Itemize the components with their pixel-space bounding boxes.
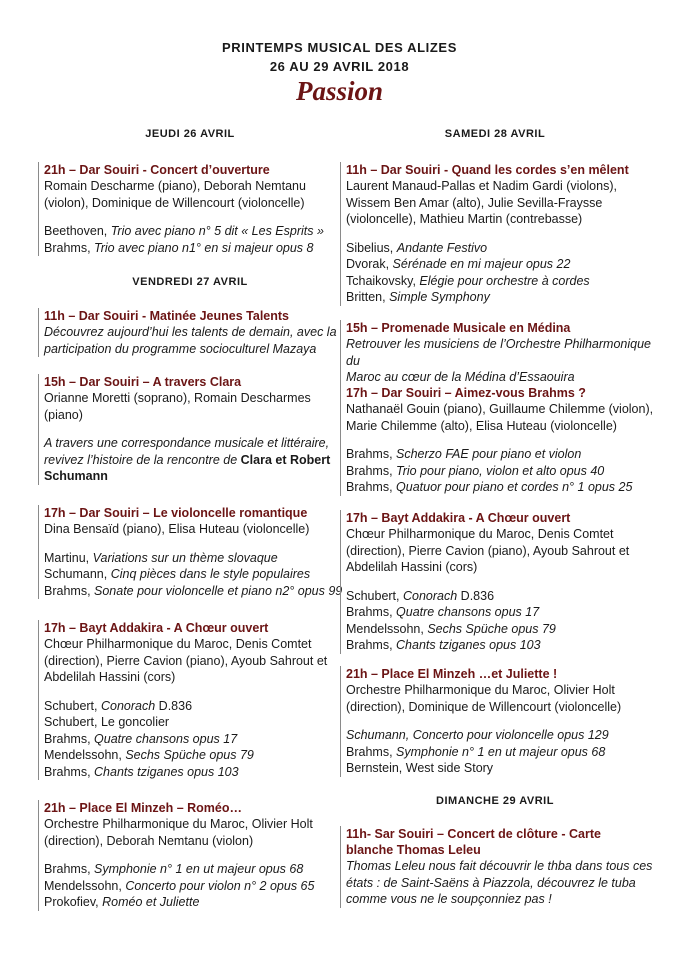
festival-theme: Passion xyxy=(295,76,384,106)
event-block xyxy=(38,800,344,911)
event-description: comme vous ne le soupçonniez pas ! xyxy=(346,892,552,906)
event-block xyxy=(38,505,344,599)
program-item: Schumann, Concerto pour violoncelle opus 129 xyxy=(346,728,609,742)
program-item: Mendelssohn, Sechs Spüche opus 79 xyxy=(346,621,556,636)
event-performers: Nathanaël Gouin (piano), Guillaume Chilemme (violon), xyxy=(346,402,654,416)
event-title: 21h – Dar Souiri - Concert d’ouverture xyxy=(44,163,270,177)
day-heading: JEUDI 26 AVRIL xyxy=(145,128,235,140)
event-performers: (violoncelle), Mathieu Martin (contrebasse) xyxy=(346,212,583,226)
event-block xyxy=(38,162,344,256)
event-title: 17h – Bayt Addakira - A Chœur ouvert xyxy=(44,621,269,635)
festival-dates: 26 AU 29 AVRIL 2018 xyxy=(269,59,410,74)
program-item: Dvorak, Sérénade en mi majeur opus 22 xyxy=(346,257,571,271)
program-item: Brahms, Trio pour piano, violon et alto opus 40 xyxy=(346,463,605,478)
event-performers: (piano) xyxy=(44,407,83,422)
event-performers: Laurent Manaud-Pallas et Nadim Gardi (violons), xyxy=(346,179,617,193)
day-heading: SAMEDI 28 AVRIL xyxy=(444,128,546,140)
event-block xyxy=(38,620,344,780)
event-title: 21h – Place El Minzeh – Roméo… xyxy=(44,801,242,815)
festival-title: PRINTEMPS MUSICAL DES ALIZES xyxy=(222,40,457,55)
event-description: Schumann xyxy=(44,469,108,483)
program-item: Brahms, Chants tziganes opus 103 xyxy=(346,638,541,652)
event-title: 15h – Dar Souiri – A travers Clara xyxy=(44,375,242,389)
event-description: revivez l’histoire de la rencontre de Clara et Robert xyxy=(44,452,331,467)
event-performers: (violon), Dominique de Willencourt (violoncelle) xyxy=(44,195,305,210)
event-performers: (direction), Pierre Cavion (piano), Ayoub Sahrout et xyxy=(44,653,328,668)
event-performers: Abdelilah Hassini (cors) xyxy=(346,560,478,574)
program-item: Brahms, Sonate pour violoncelle et piano n2° opus 99 xyxy=(44,583,343,598)
program-item: Schubert, Le goncolier xyxy=(44,715,170,729)
program-item: Brahms, Symphonie n° 1 en ut majeur opus 68 xyxy=(346,744,606,759)
program-item: Martinu, Variations sur un thème slovaque xyxy=(44,550,278,565)
event-performers: Marie Chilemme (alto), Elisa Huteau (violoncelle) xyxy=(346,418,617,433)
event-performers: Orianne Moretti (soprano), Romain Descharmes xyxy=(44,391,311,405)
event-description: Retrouver les musiciens de l’Orchestre Philharmonique du xyxy=(346,337,651,368)
event-block xyxy=(38,374,344,485)
program-item: Schumann, Cinq pièces dans le style populaires xyxy=(44,567,311,581)
event-title: 17h – Dar Souiri – Aimez-vous Brahms ? xyxy=(346,386,586,400)
program-item: Bernstein, West side Story xyxy=(346,761,494,775)
event-title: blanche Thomas Leleu xyxy=(346,843,481,857)
event-block xyxy=(340,510,656,654)
event-performers: Chœur Philharmonique du Maroc, Denis Comtet xyxy=(346,527,614,541)
event-block xyxy=(340,385,656,496)
day-heading: DIMANCHE 29 AVRIL xyxy=(436,795,554,807)
program-item: Brahms, Quatuor pour piano et cordes n° 1 opus 25 xyxy=(346,480,633,494)
event-description: Thomas Leleu nous fait découvrir le thba dans tous ces xyxy=(346,859,653,873)
program-item: Mendelssohn, Sechs Spüche opus 79 xyxy=(44,748,254,762)
event-description: Maroc au cœur de la Médina d’Essaouira xyxy=(346,370,575,384)
program-item: Brahms, Chants tziganes opus 103 xyxy=(44,764,239,779)
event-performers: Chœur Philharmonique du Maroc, Denis Comtet xyxy=(44,637,312,651)
event-block xyxy=(340,320,656,386)
day-heading: VENDREDI 27 AVRIL xyxy=(132,276,248,288)
event-description: A travers une correspondance musicale et littéraire, xyxy=(44,436,330,450)
event-block xyxy=(340,826,656,908)
program-item: Schubert, Conorach D.836 xyxy=(346,588,495,603)
event-block xyxy=(38,308,344,357)
event-performers: (direction), Deborah Nemtanu (violon) xyxy=(44,833,254,848)
event-description: participation du programme socioculturel Mazaya xyxy=(44,341,317,356)
event-performers: Dina Bensaïd (piano), Elisa Huteau (violoncelle) xyxy=(44,522,310,536)
event-block xyxy=(340,666,656,777)
event-performers: Romain Descharme (piano), Deborah Nemtanu xyxy=(44,179,306,193)
event-title: 15h – Promenade Musicale en Médina xyxy=(346,321,571,335)
program-item: Brahms, Quatre chansons opus 17 xyxy=(44,731,238,746)
event-performers: Orchestre Philharmonique du Maroc, Olivier Holt xyxy=(44,817,313,831)
event-performers: Abdelilah Hassini (cors) xyxy=(44,670,176,684)
program-item: Mendelssohn, Concerto pour violon n° 2 opus 65 xyxy=(44,878,315,893)
program-item: Beethoven, Trio avec piano n° 5 dit « Les Esprits » xyxy=(44,224,324,238)
program-item: Brahms, Quatre chansons opus 17 xyxy=(346,605,540,619)
event-performers: Orchestre Philharmonique du Maroc, Olivier Holt xyxy=(346,683,615,697)
program-item: Prokofiev, Roméo et Juliette xyxy=(44,895,200,909)
event-title: 17h – Bayt Addakira - A Chœur ouvert xyxy=(346,511,571,525)
event-performers: (direction), Dominique de Willencourt (violoncelle) xyxy=(346,699,622,714)
program-item: Sibelius, Andante Festivo xyxy=(346,240,488,255)
program-item: Brahms, Trio avec piano n1° en si majeur opus 8 xyxy=(44,240,314,255)
event-title: 11h- Sar Souiri – Concert de clôture - Carte xyxy=(346,827,601,841)
program-item: Schubert, Conorach D.836 xyxy=(44,698,193,713)
program-item: Tchaikovsky, Elégie pour orchestre à cordes xyxy=(346,273,590,288)
event-title: 11h – Dar Souiri - Quand les cordes s’en mêlent xyxy=(346,163,629,177)
program-item: Brahms, Scherzo FAE pour piano et violon xyxy=(346,447,582,461)
event-description: états : de Saint-Saëns à Piazzola, découvrez le tuba xyxy=(346,875,636,890)
event-performers: (direction), Pierre Cavion (piano), Ayoub Sahrout et xyxy=(346,543,630,558)
event-description: Découvrez aujourd’hui les talents de demain, avec la xyxy=(44,325,337,339)
event-performers: Wissem Ben Amar (alto), Julie Sevilla-Fraysse xyxy=(346,195,603,210)
event-title: 17h – Dar Souiri – Le violoncelle romantique xyxy=(44,506,308,520)
event-title: 21h – Place El Minzeh …et Juliette ! xyxy=(346,667,558,681)
event-title: 11h – Dar Souiri - Matinée Jeunes Talents xyxy=(44,309,289,323)
program-item: Brahms, Symphonie n° 1 en ut majeur opus 68 xyxy=(44,862,304,876)
event-block xyxy=(340,162,656,306)
program-item: Britten, Simple Symphony xyxy=(346,290,490,304)
